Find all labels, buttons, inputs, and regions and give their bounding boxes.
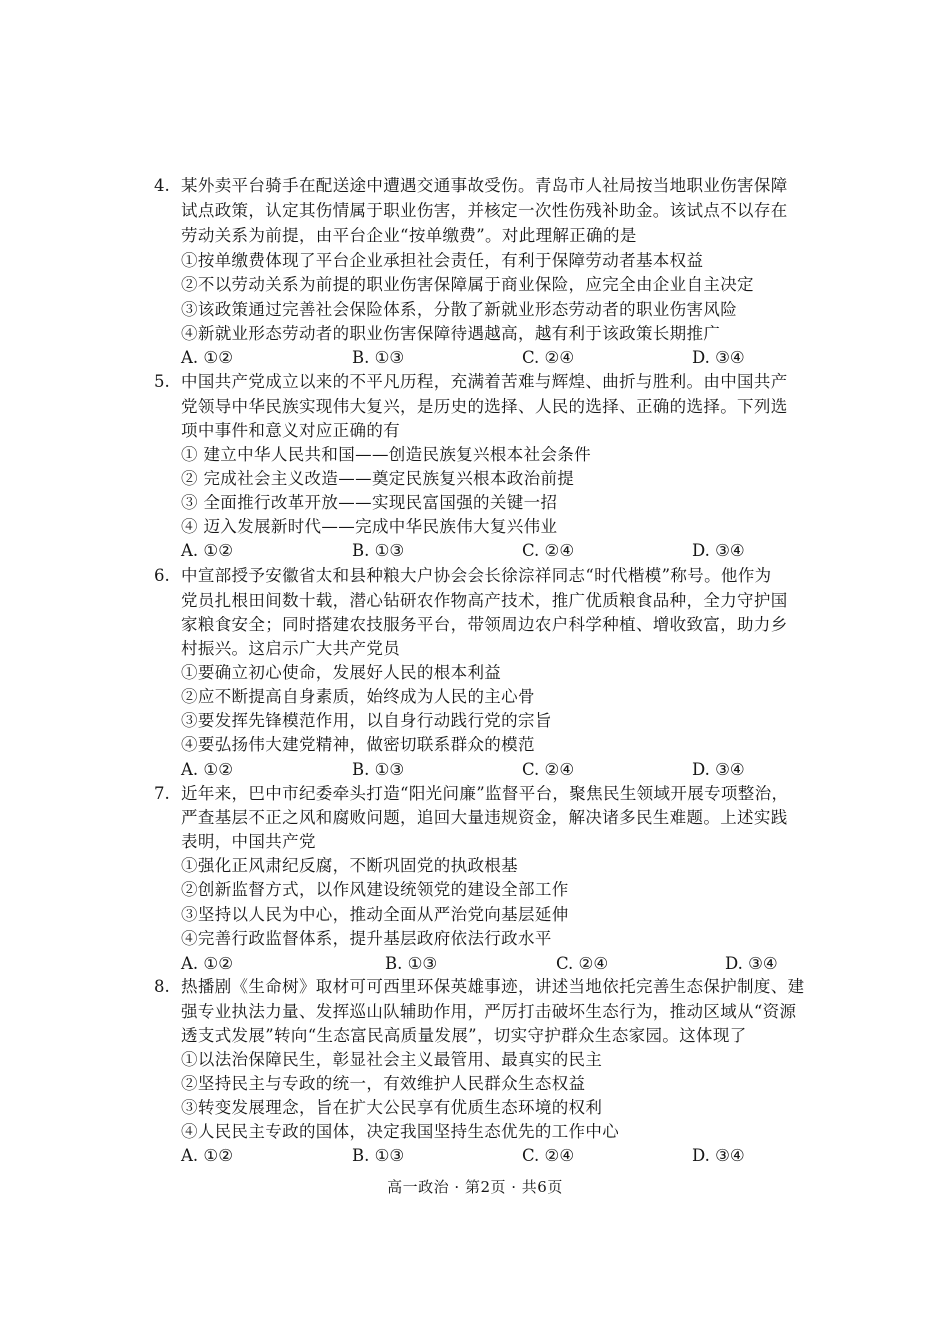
- question-stem-line: 项中事件和意义对应正确的有: [181, 421, 401, 440]
- statement-line: ③该政策通过完善社会保险体系，分散了新就业形态劳动者的职业伤害风险: [181, 300, 738, 319]
- statement-line: ③ 全面推行改革开放——实现民富国强的关键一招: [181, 493, 558, 512]
- question-stem-line: 强专业执法力量、发挥巡山队辅助作用，严厉打击破坏生态行为，推动区域从“资源: [181, 1002, 797, 1021]
- statement-line: ②不以劳动关系为前提的职业伤害保障属于商业保险，应完全由企业自主决定: [181, 275, 754, 294]
- choice-c: C. ②④: [522, 541, 575, 560]
- question-stem-line: 透支式发展”转向“生态富民高质量发展”，切实守护群众生态家园。这体现了: [181, 1026, 747, 1045]
- statement-line: ② 完成社会主义改造——奠定民族复兴根本政治前提: [181, 469, 575, 488]
- question-stem-line: 某外卖平台骑手在配送途中遭遇交通事故受伤。青岛市人社局按当地职业伤害保障: [181, 176, 788, 195]
- choice-b: B. ①③: [352, 760, 405, 779]
- question-number: 5.: [154, 372, 170, 391]
- statement-line: ②坚持民主与专政的统一，有效维护人民群众生态权益: [181, 1074, 586, 1093]
- question-stem-line: 表明，中国共产党: [181, 832, 316, 851]
- page-footer: 高一政治 · 第2页 · 共6页: [387, 1178, 563, 1196]
- question-number: 4.: [154, 176, 170, 195]
- statement-line: ①要确立初心使命，发展好人民的根本利益: [181, 663, 502, 682]
- question-stem-line: 党领导中华民族实现伟大复兴，是历史的选择、人民的选择、正确的选择。下列选: [181, 397, 788, 416]
- statement-line: ④要弘扬伟大建党精神，做密切联系群众的模范: [181, 735, 535, 754]
- choice-b: B. ①③: [352, 1146, 405, 1165]
- statement-line: ①按单缴费体现了平台企业承担社会责任，有利于保障劳动者基本权益: [181, 251, 704, 270]
- choice-a: A. ①②: [181, 760, 233, 779]
- statement-line: ④ 迈入发展新时代——完成中华民族伟大复兴伟业: [181, 517, 558, 536]
- statement-line: ④新就业形态劳动者的职业伤害保障待遇越高，越有利于该政策长期推广: [181, 324, 721, 343]
- choice-c: C. ②④: [556, 954, 609, 973]
- statement-line: ②创新监督方式，以作风建设统领党的建设全部工作: [181, 880, 569, 899]
- choice-a: A. ①②: [181, 1146, 233, 1165]
- choice-a: A. ①②: [181, 954, 233, 973]
- question-stem-line: 中宣部授予安徽省太和县种粮大户协会会长徐淙祥同志“时代楷模”称号。他作为: [181, 566, 772, 585]
- question-stem-line: 试点政策，认定其伤情属于职业伤害，并核定一次性伤残补助金。该试点不以存在: [181, 201, 788, 220]
- statement-line: ④完善行政监督体系，提升基层政府依法行政水平: [181, 929, 552, 948]
- choice-d: D. ③④: [692, 348, 745, 367]
- choice-c: C. ②④: [522, 1146, 575, 1165]
- choice-d: D. ③④: [692, 541, 745, 560]
- question-number: 6.: [154, 566, 170, 585]
- question-stem-line: 党员扎根田间数十载，潜心钻研农作物高产技术，推广优质粮食品种，全力守护国: [181, 591, 788, 610]
- statement-line: ②应不断提高自身素质，始终成为人民的主心骨: [181, 687, 535, 706]
- statement-line: ③转变发展理念，旨在扩大公民享有优质生态环境的权利: [181, 1098, 603, 1117]
- statement-line: ① 建立中华人民共和国——创造民族复兴根本社会条件: [181, 445, 591, 464]
- statement-line: ③要发挥先锋模范作用，以自身行动践行党的宗旨: [181, 711, 552, 730]
- question-stem-line: 劳动关系为前提，由平台企业“按单缴费”。对此理解正确的是: [181, 226, 637, 245]
- choice-c: C. ②④: [522, 348, 575, 367]
- question-number: 7.: [154, 784, 170, 803]
- choice-b: B. ①③: [352, 541, 405, 560]
- choice-b: B. ①③: [385, 954, 438, 973]
- question-number: 8.: [154, 977, 170, 996]
- choice-b: B. ①③: [352, 348, 405, 367]
- choice-d: D. ③④: [692, 760, 745, 779]
- choice-c: C. ②④: [522, 760, 575, 779]
- question-stem-line: 近年来，巴中市纪委牵头打造“阳光问廉”监督平台，聚焦民生领域开展专项整治，: [181, 784, 789, 803]
- choice-d: D. ③④: [692, 1146, 745, 1165]
- question-stem-line: 中国共产党成立以来的不平凡历程，充满着苦难与辉煌、曲折与胜利。由中国共产: [181, 372, 788, 391]
- choice-d: D. ③④: [725, 954, 778, 973]
- question-stem-line: 家粮食安全；同时搭建农技服务平台，带领周边农户科学种植、增收致富，助力乡: [181, 615, 788, 634]
- statement-line: ①强化正风肃纪反腐，不断巩固党的执政根基: [181, 856, 518, 875]
- choice-a: A. ①②: [181, 348, 233, 367]
- statement-line: ④人民民主专政的国体，决定我国坚持生态优先的工作中心: [181, 1122, 620, 1141]
- choice-a: A. ①②: [181, 541, 233, 560]
- question-stem-line: 热播剧《生命树》取材可可西里环保英雄事迹，讲述当地依托完善生态保护制度、建: [181, 977, 805, 996]
- statement-line: ③坚持以人民为中心，推动全面从严治党向基层延伸: [181, 905, 569, 924]
- question-stem-line: 村振兴。这启示广大共产党员: [181, 639, 401, 658]
- question-stem-line: 严查基层不正之风和腐败问题，追回大量违规资金，解决诸多民生难题。上述实践: [181, 808, 788, 827]
- statement-line: ①以法治保障民生，彰显社会主义最管用、最真实的民主: [181, 1050, 603, 1069]
